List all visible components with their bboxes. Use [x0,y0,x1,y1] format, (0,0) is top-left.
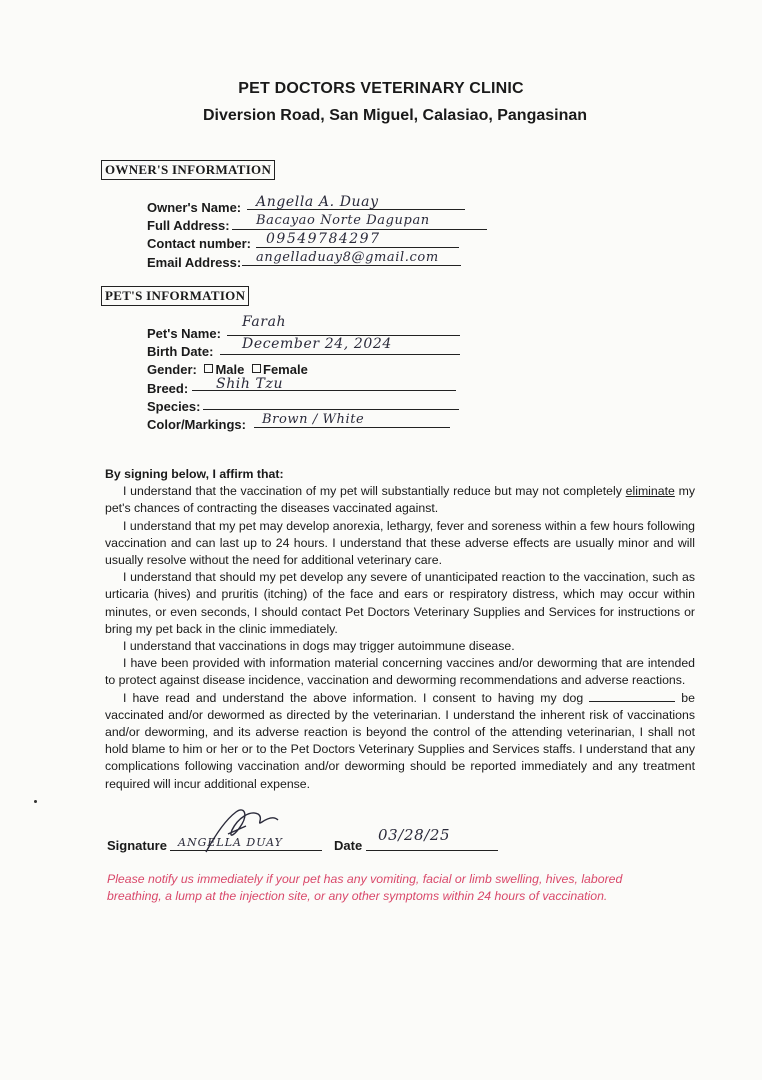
gender-row [147,362,308,377]
consent-paragraph: I understand that my pet may develop anorexia, lethargy, fever and soreness within a few hours following vaccination and can last up to 24 hours. I understand that these adverse effects are usually minor and will usually resolve without the need for additional veterinary care. [105,518,695,568]
consent-text: eliminate [625,484,675,499]
birth-date-line [220,354,460,355]
signature-scribble-icon [198,800,308,860]
color-markings-line [254,427,450,428]
consent-heading: By signing below, I affirm that: [105,467,284,481]
consent-paragraph: I understand that vaccinations in dogs may trigger autoimmune disease. [123,639,515,654]
date-line [366,850,498,851]
contact-value: 09549784297 [266,231,381,247]
color-markings-label: Color/Markings: [147,417,246,432]
consent-statements [105,466,695,793]
female-checkbox[interactable] [252,364,261,373]
clinic-name: PET DOCTORS VETERINARY CLINIC [238,80,524,97]
male-checkbox[interactable] [204,364,213,373]
species-line [203,409,459,410]
dog-name-blank[interactable] [589,691,675,702]
date-value: 03/28/25 [378,826,451,844]
pet-name-value: Farah [242,314,287,330]
signature-label: Signature [107,838,167,853]
email-value: angelladuay8@gmail.com [256,250,439,265]
email-line [242,265,461,266]
contact-label: Contact number: [147,236,251,251]
post-vaccination-notice: Please notify us immediately if your pet has any vomiting, facial or limb swelling, hives, labored breathing, a lump at the injection site, or any other symptoms within 24 hours of vaccination. [107,872,623,903]
color-markings-value: Brown / White [262,412,365,427]
species-label: Species: [147,399,201,414]
consent-paragraph: I understand that should my pet develop any severe of unanticipated reaction to the vaccination, such as urticaria (hives) and pruritis (itching) of the face and ears or respiratory distress, which may occur within minutes, or even seconds, I should contact Pet Doctors Veterinary Supplies and Services for instructions or bring my pet back in the clinic immediately. [105,570,695,636]
gender-label: Gender: [147,362,197,377]
consent-paragraph [105,483,695,517]
date-label: Date [334,838,363,853]
consent-paragraph: I have been provided with information material concerning vaccines and/or deworming that are intended to protect against disease incidence, vaccination and deworming recommendations and adverse reactions. [105,656,695,688]
email-label: Email Address: [147,255,242,270]
birth-date-value: December 24, 2024 [242,336,392,352]
birth-date-label: Birth Date: [147,344,214,359]
contact-line [256,247,459,248]
pet-name-label: Pet's Name: [147,326,221,341]
breed-label: Breed: [147,381,189,396]
owner-name-label: Owner's Name: [147,200,242,215]
consent-text: I understand that the vaccination of my pet will substantially reduce but may not completely [123,484,626,499]
consent-paragraph [105,690,695,793]
breed-value: Shih Tzu [216,376,284,392]
consent-text: be vaccinated and/or dewormed as directed by the veterinarian. I understand the inherent risk of vaccinations and/or deworming, and its adverse reaction is beyond the control of the attending veterinarian, I shall not hold blame to him or her or to the Pet Doctors Veterinary Supplies and Services staffs. I understand that any complications following vaccination and/or deworming should be reported immediately and any treatment required will incur additional expense. [105,690,695,791]
male-option-label: Male [215,362,245,377]
pet-section-title: PET'S INFORMATION [101,286,249,306]
address-value: Bacayao Norte Dagupan [256,213,430,228]
consent-text: I have read and understand the above information. I consent to having my dog [123,690,590,705]
stray-mark [34,800,37,803]
owner-name-value: Angella A. Duay [256,194,379,210]
female-option-label: Female [263,362,308,377]
consent-text: my pet's chances of contracting the diseases vaccinated against. [105,484,696,516]
signature-printed-name: ANGELLA DUAY [178,836,283,849]
clinic-address: Diversion Road, San Miguel, Calasiao, Pangasinan [202,107,588,124]
address-label: Full Address: [147,218,230,233]
address-line [232,229,487,230]
owner-section-title: OWNER'S INFORMATION [101,160,275,180]
